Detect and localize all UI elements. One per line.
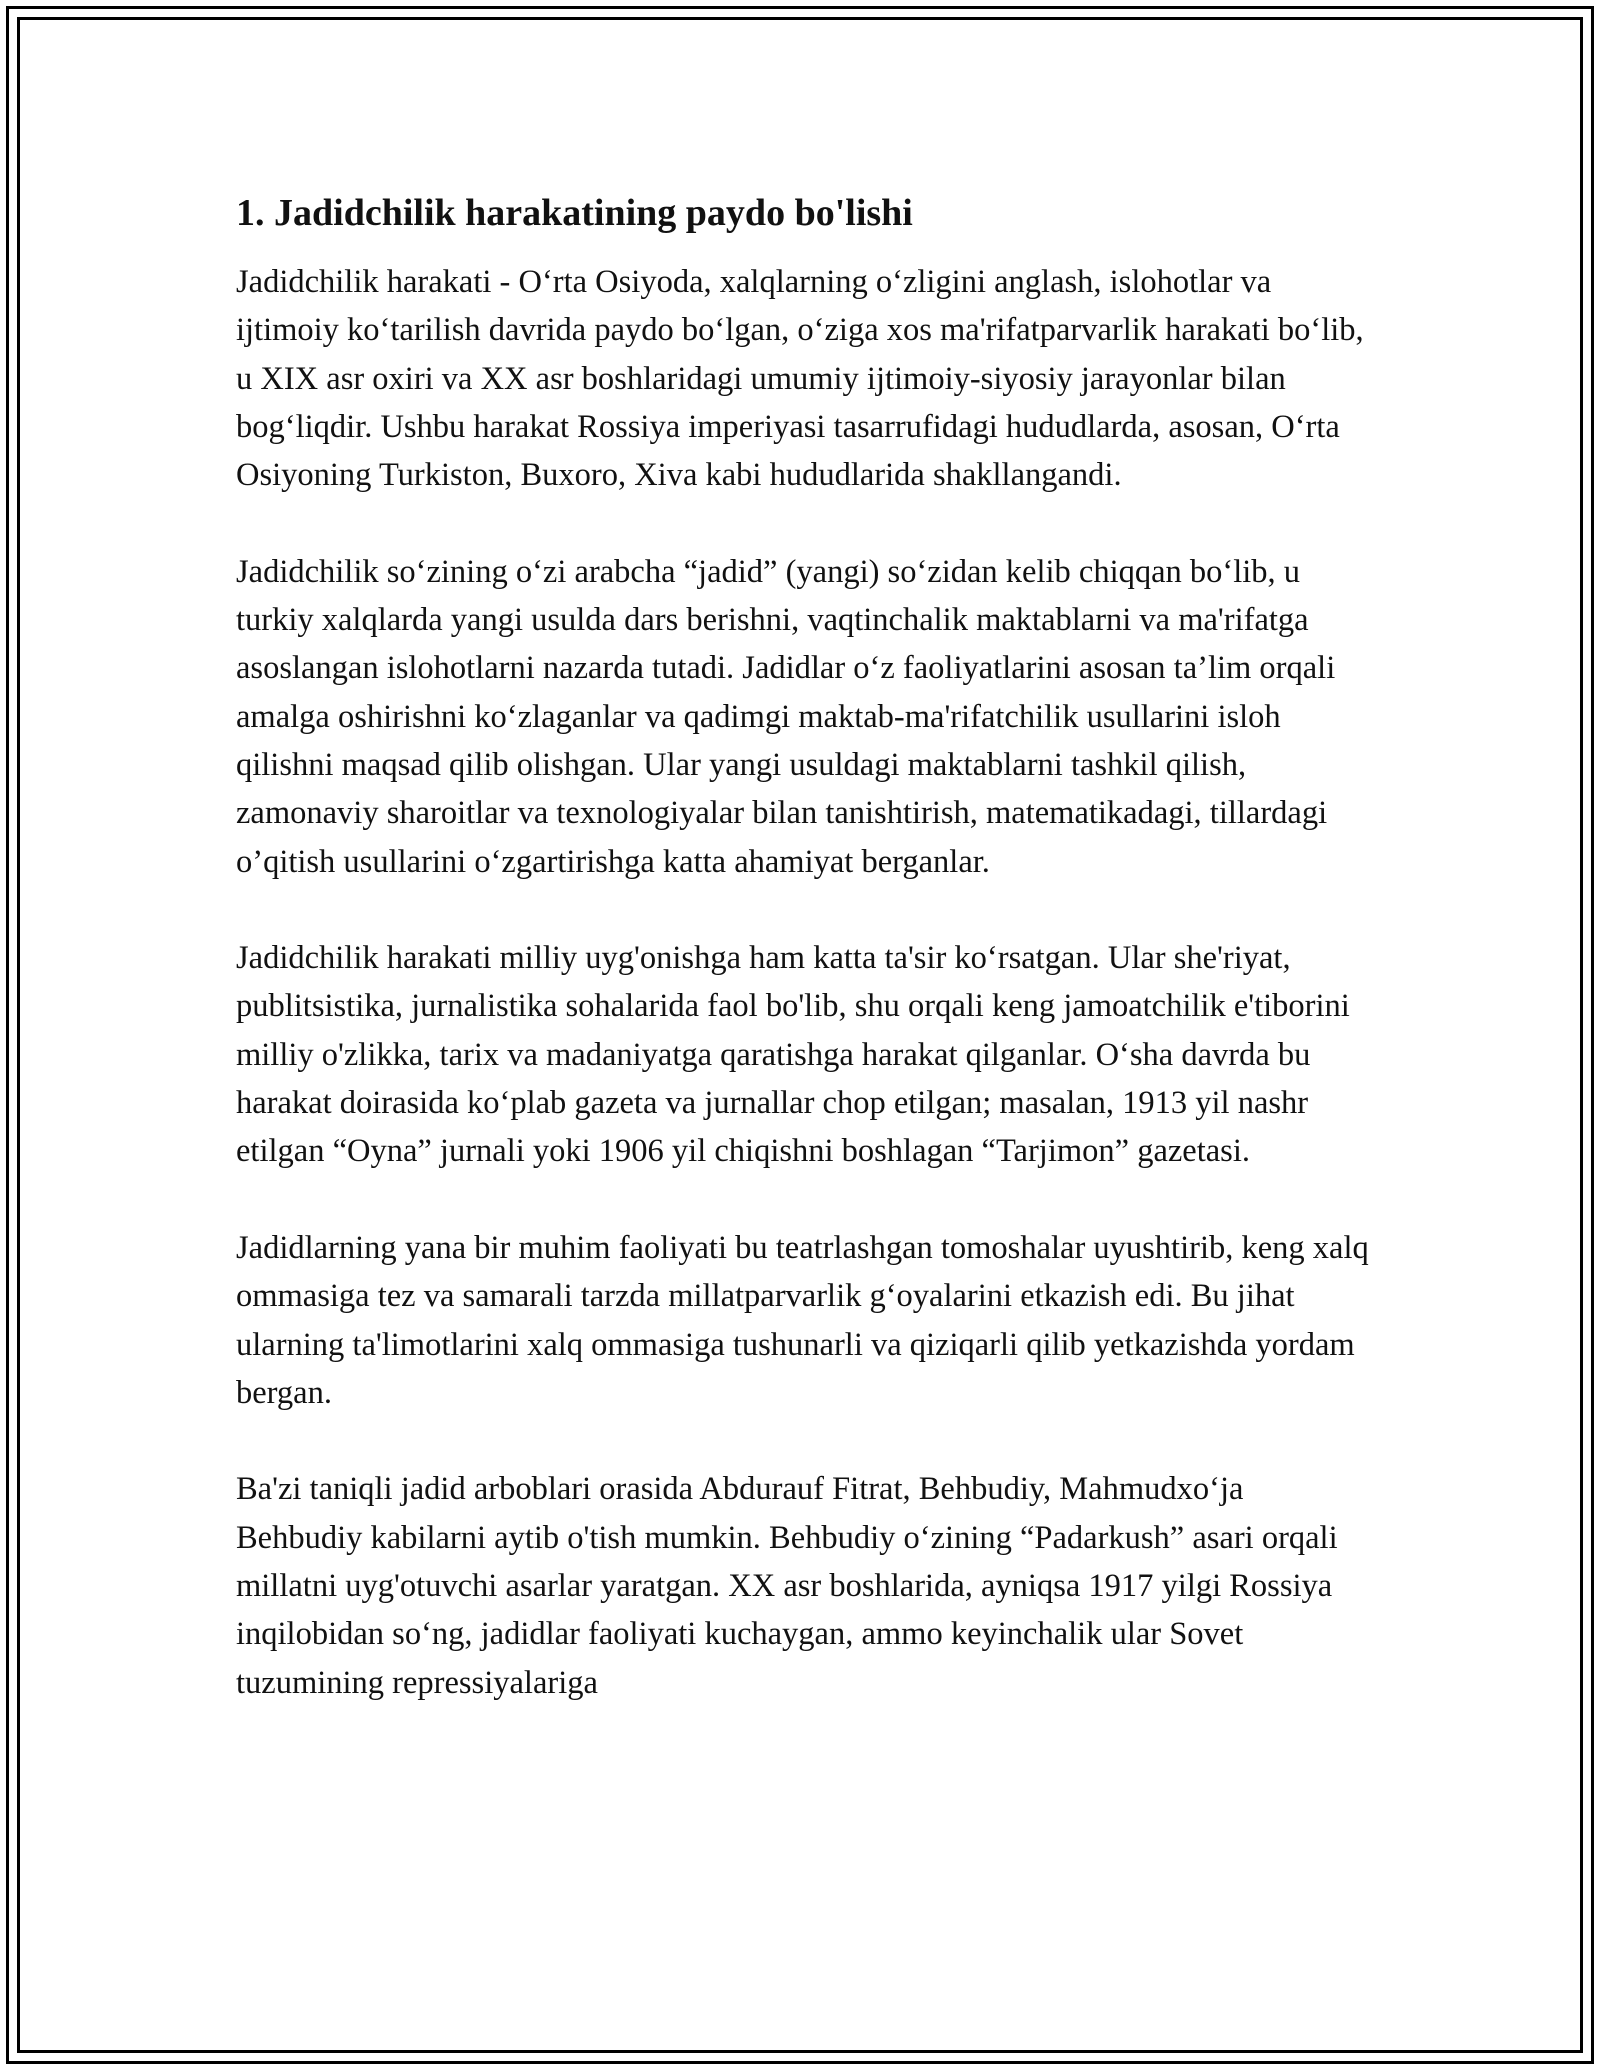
paragraph-figures: Ba'zi taniqli jadid arboblari orasida Abdurauf Fitrat, Behbudiy, Mahmudxo‘ja Behbudiy kabilarni aytib o'tish mumkin. Behbudiy o‘zining “Padarkush” asari orqali millatni uyg'otuvchi asarlar yaratgan. XX asr boshlarida, ayniqsa 1917 yilgi Rossiya inqilobidan so‘ng, jadidlar faoliyati kuchaygan, ammo keyinchalik ular Sovet tuzumining repressiyalariga	[236, 1471, 1338, 1701]
paragraph-theatre: Jadidlarning yana bir muhim faoliyati bu teatrlashgan tomoshalar uyushtirib, keng xalq ommasiga tez va samarali tarzda millatparvarlik g‘oyalarini etkazish edi. Bu jihat ularning ta'limotlarini xalq ommasiga tushunarli va qiziqarli qilib yetkazishda yordam bergan.	[236, 1229, 1369, 1411]
document-body	[236, 187, 1371, 1755]
paragraph-etymology: Jadidchilik so‘zining o‘zi arabcha “jadid” (yangi) so‘zidan kelib chiqqan bo‘lib, u turkiy xalqlarda yangi usulda dars berishni, vaqtinchalik maktablarni va ma'rifatga asoslangan islohotlarni nazarda tutadi. Jadidlar o‘z faoliyatlarini asosan ta’lim orqali amalga oshirishni ko‘zlaganlar va qadimgi maktab-ma'rifatchilik usullarini isloh qilishni maqsad qilib olishgan. Ular yangi usuldagi maktablarni tashkil qilish, zamonaviy sharoitlar va texnologiyalar bilan tanishtirish, matematikadagi, tillardagi o’qitish usullarini o‘zgartirishga katta ahamiyat berganlar.	[236, 553, 1336, 880]
paragraph-intro: Jadidchilik harakati - O‘rta Osiyoda, xalqlarning o‘zligini anglash, islohotlar va ijtimoiy ko‘tarilish davrida paydo bo‘lgan, o‘ziga xos ma'rifatparvarlik harakati bo‘lib, u XIX asr oxiri va XX asr boshlaridagi umumiy ijtimoiy-siyosiy jarayonlar bilan bog‘liqdir. Ushbu harakat Rossiya imperiyasi tasarrufidagi hududlarda, asosan, O‘rta Osiyoning Turkiston, Buxoro, Xiva kabi hududlarida shakllangandi.	[236, 264, 1364, 494]
section-heading: 1. Jadidchilik harakatining paydo bo'lishi	[236, 192, 913, 234]
paragraph-national-awakening: Jadidchilik harakati milliy uyg'onishga ham katta ta'sir ko‘rsatgan. Ular she'riyat, publitsistika, jurnalistika sohalarida faol bo'lib, shu orqali keng jamoatchilik e'tiborini milliy o'zlikka, tarix va madaniyatga qaratishga harakat qilganlar. O‘sha davrda bu harakat doirasida ko‘plab gazeta va jurnallar chop etilgan; masalan, 1913 yil nashr etilgan “Oyna” jurnali yoki 1906 yil chiqishni boshlagan “Tarjimon” gazetasi.	[236, 940, 1350, 1170]
